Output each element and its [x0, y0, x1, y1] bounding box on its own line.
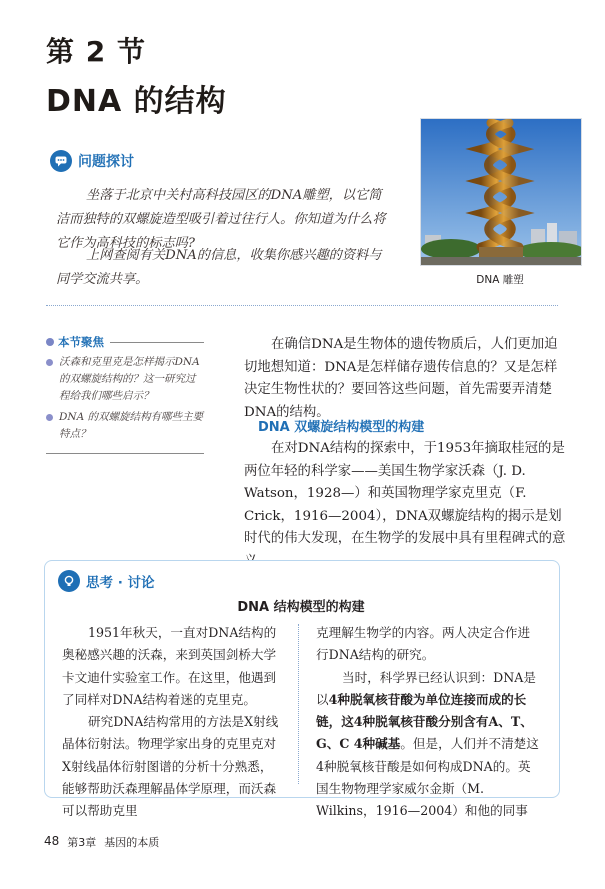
inquiry-paragraph: 坐落于北京中关村高科技园区的DNA雕塑，以它简洁而独特的双螺旋造型吸引着过往行人。你知道为什么将它作为高科技的标志吗? — [56, 188, 386, 251]
section-divider — [46, 305, 558, 306]
discussion-paragraph: 1951年秋天，一直对DNA结构的奥秘感兴趣的沃森，来到英国剑桥大学卡文迪什实验室工作。在这里，他遇到了同样对DNA结构着迷的克里克。 — [62, 625, 277, 707]
bullet-icon — [46, 414, 53, 421]
text-span: 。但是，人们并不清楚这4种脱氧核苷酸是如何构成DNA的。英国生物物理学家威尔金斯（M. Wilkins，1916—2004）和他的同事 — [316, 736, 539, 819]
discussion-subtitle: DNA 结构模型的构建 — [237, 600, 365, 615]
page-title: DNA 的结构 — [46, 84, 227, 119]
discussion-column-right — [316, 622, 540, 823]
page-number: 48 — [44, 834, 60, 848]
focus-heading — [46, 334, 204, 350]
photo-caption: DNA 雕塑 — [476, 274, 524, 286]
focus-item — [46, 409, 204, 443]
discussion-paragraph: 研究DNA结构常用的方法是X射线晶体衍射法。物理学家出身的克里克对X射线晶体衍射图谱的分析十分熟悉，能够帮助沃森理解晶体学原理，而沃森可以帮助克里 — [62, 714, 279, 819]
inquiry-heading-label: 问题探讨 — [78, 154, 134, 170]
column-divider — [298, 624, 299, 784]
body-paragraph: 在确信DNA是生物体的遗传物质后，人们更加迫切地想知道：DNA是怎样储存遗传信息的？又是怎样决定生物性状的？要回答这些问题，首先需要弄清楚DNA的结构。 — [244, 337, 558, 420]
lightbulb-icon — [58, 570, 80, 592]
section-number: 第 2 节 — [46, 35, 146, 68]
discussion-paragraph: 克理解生物学的内容。两人决定合作进行DNA结构的研究。 — [316, 625, 531, 663]
focus-item-text: DNA 的双螺旋结构有哪些主要特点？ — [59, 411, 204, 440]
focus-dot-icon — [46, 338, 54, 346]
inquiry-paragraph: 上网查阅有关DNA的信息，收集你感兴趣的资料与同学交流共享。 — [56, 248, 382, 287]
inquiry-heading — [50, 150, 134, 172]
discussion-heading-label: 思考 · 讨论 — [86, 575, 155, 591]
subsection-heading: DNA 双螺旋结构模型的构建 — [258, 420, 425, 435]
text-span: 当时，科学界已经认识到：DNA是以 — [316, 669, 536, 707]
discussion-paragraph — [316, 667, 540, 823]
page-footer — [44, 834, 159, 850]
section-focus-box — [46, 334, 204, 454]
chat-bubble-icon — [50, 150, 72, 172]
bullet-icon — [46, 359, 53, 366]
focus-heading-label: 本节聚焦 — [58, 335, 104, 349]
footer-chapter-name: 基因的本质 — [104, 836, 160, 849]
body-paragraph: 在对DNA结构的探索中，于1953年摘取桂冠的是两位年轻的科学家——美国生物学家沃森（J. D. Watson，1928—）和英国物理学家克里克（F. Crick，1916—2004），DNA双螺旋结构的揭示是划时代的伟大发现，在生物学的发展中具有里程碑式的意 — [244, 441, 566, 546]
emphasis-text: 4种脱氧核苷酸为单位连接而成的长链，这4种脱氧核苷酸分别含有A、T、G、C 4种碱基 — [316, 691, 533, 752]
dna-sculpture-photo — [420, 118, 582, 266]
focus-item — [46, 354, 204, 405]
discussion-column-left — [62, 622, 284, 823]
footer-chapter: 第3章 — [67, 836, 97, 849]
focus-item-text: 沃森和克里克是怎样揭示DNA的双螺旋结构的？这一研究过程给我们哪些启示？ — [59, 356, 200, 402]
discussion-heading — [58, 570, 155, 592]
